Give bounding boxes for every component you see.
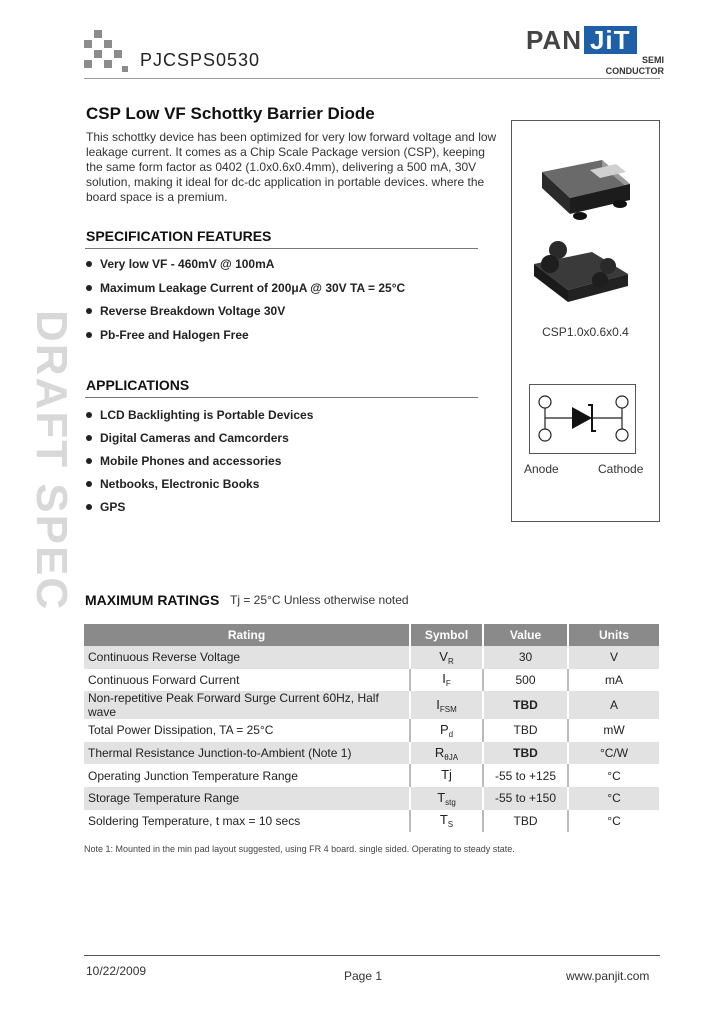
symbol-main: P <box>439 721 449 737</box>
brand-sub-conductor: CONDUCTOR <box>605 66 664 76</box>
symbol-cell <box>410 646 483 669</box>
table-row <box>84 787 659 810</box>
list-item <box>86 430 506 446</box>
csp-package-top-icon <box>530 150 640 230</box>
value-cell: TBD <box>483 742 568 765</box>
applications-divider <box>85 397 478 398</box>
application-text: Digital Cameras and Camcorders <box>100 431 289 445</box>
application-text: LCD Backlighting is Portable Devices <box>100 408 314 422</box>
list-item <box>86 499 506 515</box>
list-item <box>86 327 506 343</box>
bullet-icon <box>86 435 92 441</box>
maximum-ratings-heading: MAXIMUM RATINGS <box>85 592 220 608</box>
csp-package-bottom-icon <box>528 236 638 312</box>
symbol-sub: θJA <box>444 752 459 762</box>
value-cell: -55 to +150 <box>483 787 568 810</box>
bullet-icon <box>86 481 92 487</box>
symbol-sub: F <box>445 679 451 689</box>
unit-cell: A <box>568 691 659 719</box>
symbol-cell <box>410 787 483 810</box>
symbol-cell <box>410 764 483 787</box>
symbol-main: I <box>442 671 446 687</box>
footer-page-number: Page 1 <box>344 969 383 983</box>
maximum-ratings-note: Tj = 25°C Unless otherwise noted <box>230 593 409 607</box>
symbol-sub: FSM <box>439 704 457 714</box>
application-text: Netbooks, Electronic Books <box>100 477 260 491</box>
unit-cell: °C/W <box>568 742 659 765</box>
table-row <box>84 646 659 669</box>
pinout-schematic-box <box>529 384 636 454</box>
application-text: GPS <box>100 500 126 514</box>
footer-website-link[interactable]: www.panjit.com <box>566 969 650 983</box>
rating-cell: Storage Temperature Range <box>84 787 410 810</box>
list-item <box>86 407 506 423</box>
spec-features-list <box>86 256 506 350</box>
brand-jit: JiT <box>584 26 637 54</box>
symbol-main: I <box>436 696 440 712</box>
spec-feature-text: Pb-Free and Halogen Free <box>100 327 249 342</box>
table-row <box>84 764 659 787</box>
symbol-main: Tj <box>441 767 452 783</box>
symbol-sub: d <box>448 729 454 739</box>
spec-feature-text: Very low VF - 460mV @ 100mA <box>100 257 275 271</box>
rating-cell: Thermal Resistance Junction-to-Ambient (Note 1) <box>84 742 410 765</box>
rating-cell: Continuous Reverse Voltage <box>84 646 410 669</box>
unit-cell: V <box>568 646 659 669</box>
table-row <box>84 669 659 692</box>
application-text: Mobile Phones and accessories <box>100 454 282 468</box>
bullet-icon <box>86 308 92 314</box>
rating-cell: Continuous Forward Current <box>84 669 410 692</box>
unit-cell: mA <box>568 669 659 692</box>
symbol-cell <box>410 691 483 719</box>
list-item <box>86 280 506 296</box>
symbol-sub: stg <box>445 797 456 807</box>
symbol-main: T <box>437 789 446 805</box>
document-title: CSP Low VF Schottky Barrier Diode <box>86 104 375 123</box>
symbol-main: T <box>439 812 448 828</box>
bullet-icon <box>86 332 92 338</box>
value-cell: TBD <box>483 810 568 833</box>
unit-cell: °C <box>568 764 659 787</box>
panjit-logo <box>526 26 637 54</box>
spec-feature-text: Maximum Leakage Current of 200μA @ 30V TA = 25°C <box>100 280 406 295</box>
unit-cell: mW <box>568 719 659 742</box>
footer-divider <box>84 955 660 956</box>
applications-list <box>86 407 506 522</box>
footer-date: 10/22/2009 <box>86 964 147 978</box>
symbol-cell <box>410 742 483 765</box>
rating-cell: Soldering Temperature, t max = 10 secs <box>84 810 410 833</box>
value-cell: 500 <box>483 669 568 692</box>
brand-subtitle <box>594 55 664 77</box>
list-item <box>86 256 506 272</box>
rating-cell: Total Power Dissipation, TA = 25°C <box>84 719 410 742</box>
bullet-icon <box>86 458 92 464</box>
symbol-cell <box>410 669 483 692</box>
spec-feature-text: Reverse Breakdown Voltage 30V <box>100 304 286 318</box>
bullet-icon <box>86 412 92 418</box>
anode-label: Anode <box>524 462 559 476</box>
unit-cell: °C <box>568 787 659 810</box>
column-header-units: Units <box>568 624 659 646</box>
value-cell: 30 <box>483 646 568 669</box>
column-header-rating: Rating <box>84 624 410 646</box>
symbol-cell <box>410 810 483 833</box>
column-header-value: Value <box>483 624 568 646</box>
brand-sub-semi: SEMI <box>641 55 664 65</box>
table-row <box>84 810 659 833</box>
unit-cell: °C <box>568 810 659 833</box>
column-header-symbol: Symbol <box>410 624 483 646</box>
value-cell: TBD <box>483 719 568 742</box>
symbol-cell <box>410 719 483 742</box>
brand-pan: PAN <box>526 25 582 55</box>
table-header-row <box>84 624 659 646</box>
part-number: PJCSPS0530 <box>140 50 261 70</box>
table-row <box>84 691 659 719</box>
symbol-sub: S <box>447 820 454 830</box>
list-item <box>86 453 506 469</box>
description-paragraph: This schottky device has been optimized for very low forward voltage and low leakage current. It comes as a Chip Scale Package version (CSP), keeping the same form factor as 0402 (1.0x0.6x0.4mm), delivering a 500 mA, 30V solution, making it ideal for dc-dc application in portable devices. where the board space is a premium. <box>86 130 497 204</box>
bullet-icon <box>86 504 92 510</box>
logo-squares-icon <box>84 30 130 74</box>
applications-heading: APPLICATIONS <box>86 377 190 393</box>
rating-cell: Non-repetitive Peak Forward Surge Current 60Hz, Half wave <box>84 691 410 719</box>
table-footnote: Note 1: Mounted in the min pad layout suggested, using FR 4 board. single sided. Operating to steady state. <box>84 844 515 854</box>
value-cell: TBD <box>483 691 568 719</box>
cathode-label: Cathode <box>598 462 644 476</box>
spec-features-divider <box>85 248 478 249</box>
spec-features-heading: SPECIFICATION FEATURES <box>86 228 272 244</box>
bullet-icon <box>86 285 92 291</box>
symbol-main: R <box>434 744 445 760</box>
value-cell: -55 to +125 <box>483 764 568 787</box>
table-row <box>84 719 659 742</box>
list-item <box>86 476 506 492</box>
package-label: CSP1.0x0.6x0.4 <box>542 325 629 339</box>
diode-schematic-icon <box>530 385 637 455</box>
draft-watermark <box>27 310 76 612</box>
table-row <box>84 742 659 765</box>
watermark-text: DRAFT SPEC <box>27 310 76 612</box>
rating-cell: Operating Junction Temperature Range <box>84 764 410 787</box>
bullet-icon <box>86 261 92 267</box>
list-item <box>86 303 506 319</box>
header-divider <box>84 78 660 79</box>
maximum-ratings-table <box>84 624 659 832</box>
symbol-main: V <box>439 648 448 664</box>
symbol-sub: R <box>447 656 454 666</box>
